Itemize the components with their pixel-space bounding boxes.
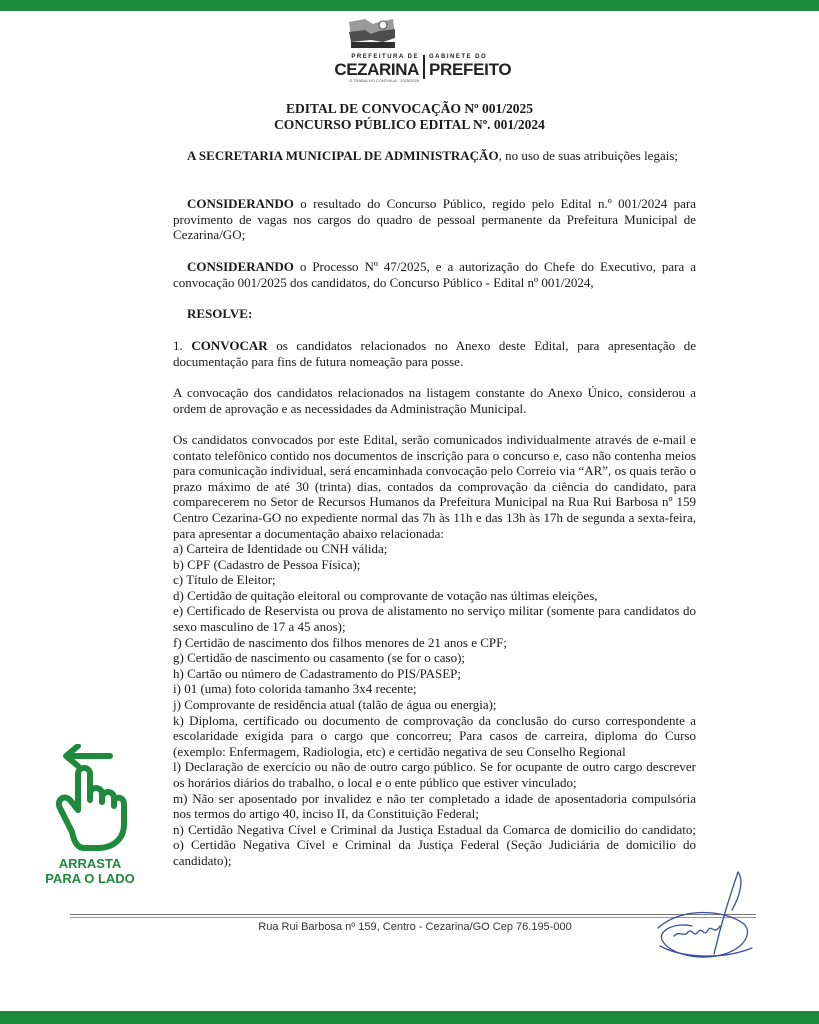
bottom-green-bar	[0, 1011, 819, 1024]
list-item: d) Certidão de quitação eleitoral ou comprovante de votação nas últimas eleições,	[173, 587, 598, 603]
paragraph-considerando-2	[173, 259, 696, 290]
paragraph-considerando-1	[173, 196, 696, 243]
paragraph-comunicacao: Os candidatos convocados por este Edital, serão comunicados individualmente através de e-mail e contato telefônico contido nos documentos de inscrição para o concurso e, caso não contenha meios para comunicação individual, será encaminhada convocação pelo Correio via “AR”, os quais terão o prazo máximo de até 30 (trinta) dias, contados da comprovação da ciência do candidato, para comparecerem no Setor de Recursos Humanos da Prefeitura Municipal na Rua Rui Barbosa nº 159 Centro Cezarina-GO no expediente normal das 7h às 11h e das 13h às 17h de segunda a sexta-feira, para apresentar a documentação abaixo relacionada:	[173, 432, 696, 541]
swipe-line-2: PARA O LADO	[45, 871, 135, 886]
title-concurso: CONCURSO PÚBLICO EDITAL Nº. 001/2024	[274, 117, 545, 132]
convocar-text: os candidatos relacionados no Anexo deste Edital, para apresentação de documentação para fins de futura nomeação para posse.	[173, 338, 697, 369]
signature-icon	[652, 866, 764, 966]
logo-prefeitura-de: PREFEITURA DE	[351, 54, 419, 60]
title-edital: EDITAL DE CONVOCAÇÃO Nº 001/2025	[286, 101, 533, 116]
document-header	[0, 16, 819, 83]
document-title	[0, 101, 819, 133]
considerando-2-bold: CONSIDERANDO	[187, 259, 294, 274]
paragraph-ordem-aprovacao: A convocação dos candidatos relacionados na listagem constante do Anexo Único, considerou a ordem de aprovação e as necessidades da Administração Municipal.	[173, 385, 696, 416]
list-item: k) Diploma, certificado ou documento de comprovação da conclusão do curso correspondente a escolaridade exigida para o cargo que concorreu; Para casos de carreira, diploma do Curso (exemplo: Enfermagem, Radiologia, etc) e certidão negativa de seu Conselho Regional	[173, 712, 696, 759]
convocar-bold: CONVOCAR	[191, 338, 268, 353]
municipal-crest-icon	[343, 16, 399, 56]
secretaria-text: , no uso de suas atribuições legais;	[498, 148, 678, 163]
considerando-2-text: o Processo Nº 47/2025, e a autorização do Chefe do Executivo, para a convocação 001/2025 dos candidatos, do Concurso Público - Edital nº 001/2024,	[173, 259, 696, 290]
list-item: m) Não ser aposentado por invalidez e não ter completado a idade de aposentadoria compulsória nos termos do artigo 40, inciso II, da Constituição Federal;	[173, 790, 696, 822]
logo-gabinete-do: GABINETE DO	[429, 54, 488, 60]
list-item: e) Certificado de Reservista ou prova de alistamento no serviço militar (somente para candidatos do sexo masculino de 17 a 45 anos);	[173, 603, 696, 634]
documents-list	[173, 541, 696, 868]
considerando-1-bold: CONSIDERANDO	[187, 196, 294, 211]
list-item: c) Título de Eleitor;	[173, 572, 276, 588]
logo-prefeito: PREFEITO	[429, 60, 512, 79]
list-item: h) Cartão ou número de Cadastramento do PIS/PASEP;	[173, 665, 462, 681]
logo-divider	[423, 55, 425, 79]
list-item: l) Declaração de exercício ou não de outro cargo público. Se for ocupante de outro cargo descrever os horários diários do trabalho, o local e o ente público que estiver vinculado;	[173, 759, 696, 790]
swipe-label	[30, 856, 150, 886]
resolve-heading: RESOLVE:	[187, 306, 253, 321]
logo-slogan: O TRABALHO CONTINUA · 2025/2028	[349, 78, 419, 83]
secretaria-bold: A SECRETARIA MUNICIPAL DE ADMINISTRAÇÃO	[187, 148, 499, 163]
prefeitura-logo	[312, 54, 522, 88]
paragraph-convocar	[173, 338, 696, 369]
list-item: j) Comprovante de residência atual (talão de água ou energia);	[173, 696, 497, 712]
logo-cezarina: CEZARINA	[334, 60, 419, 79]
swipe-hand-icon	[50, 744, 132, 852]
list-item: n) Certidão Negativa Cível e Criminal da Justiça Estadual da Comarca de domicilio do candidato; o) Certidão Negativa Cível e Criminal da Justiça Federal (Seção Judiciária de domicilio do candidato);	[173, 821, 696, 868]
footer-address: Rua Rui Barbosa nº 159, Centro - Cezarina/GO Cep 76.195-000	[258, 921, 572, 933]
list-item: i) 01 (uma) foto colorida tamanho 3x4 recente;	[173, 681, 417, 697]
list-item: a) Carteira de Identidade ou CNH válida;	[173, 541, 388, 556]
top-green-bar	[0, 0, 819, 11]
paragraph-secretaria	[173, 148, 696, 164]
swipe-line-1: ARRASTA	[58, 856, 122, 871]
list-item: f) Certidão de nascimento dos filhos menores de 21 anos e CPF;	[173, 634, 507, 650]
convocar-number: 1.	[173, 338, 192, 353]
considerando-1-text: o resultado do Concurso Público, regido pelo Edital n.º 001/2024 para provimento de vagas nos cargos do quadro de pessoal permanente da Prefeitura Municipal de Cezarina/GO;	[173, 196, 696, 243]
list-item: b) CPF (Cadastro de Pessoa Física);	[173, 556, 361, 572]
list-item: g) Certidão de nascimento ou casamento (se for o caso);	[173, 650, 466, 666]
